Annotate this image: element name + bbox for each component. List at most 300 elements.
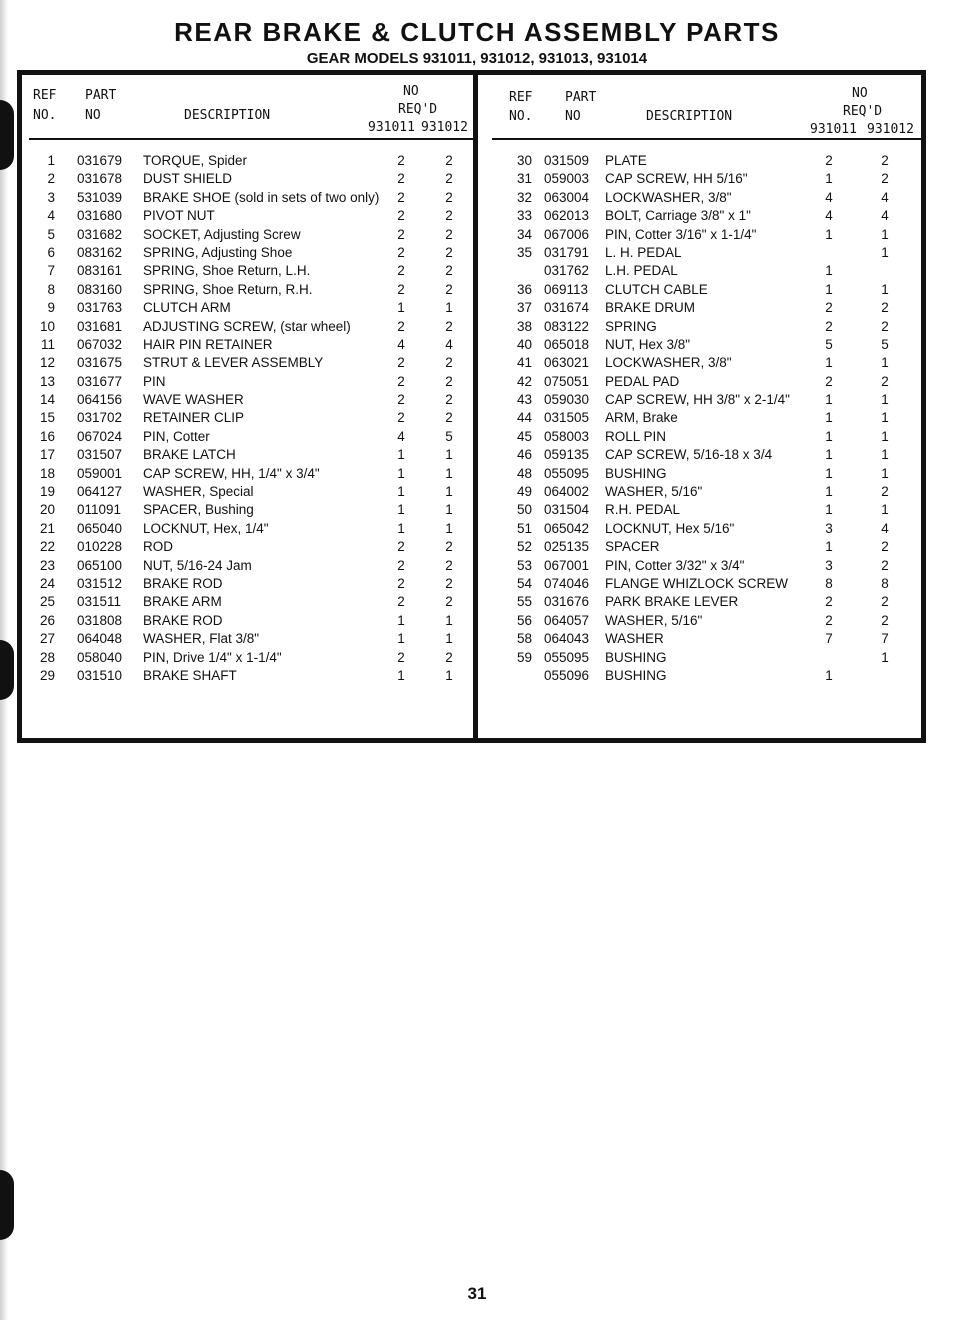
description: SPACER, Bushing: [143, 502, 254, 518]
qty-931012: 2: [445, 208, 453, 224]
ref-no: 33: [516, 208, 532, 224]
ref-no: 16: [39, 428, 55, 444]
description: PIVOT NUT: [143, 208, 215, 224]
description: PIN, Drive 1/4" x 1-1/4": [143, 649, 282, 665]
qty-931012: 1: [445, 520, 453, 536]
description: WASHER, 5/16": [605, 612, 703, 628]
qty-931012: 2: [881, 539, 889, 555]
qty-931012: 2: [445, 539, 453, 555]
table-row: [29, 649, 477, 667]
part-no: 031808: [77, 612, 123, 628]
ref-no: 43: [516, 392, 532, 408]
table-row: [492, 501, 921, 519]
ref-no: 36: [516, 281, 532, 297]
table-row: [29, 630, 477, 648]
table-row: [29, 281, 477, 299]
description: PARK BRAKE LEVER: [605, 594, 739, 610]
qty-931012: 2: [445, 244, 453, 260]
part-no: 058003: [544, 428, 590, 444]
part-no: 067001: [544, 557, 590, 573]
part-no: 067024: [77, 428, 123, 444]
qty-931011: 2: [397, 410, 405, 426]
description: NUT, Hex 3/8": [605, 336, 691, 352]
ref-no: 40: [516, 336, 532, 352]
part-no: 031762: [544, 263, 590, 279]
part-no: 531039: [77, 189, 123, 205]
qty-931011: 2: [825, 153, 833, 168]
ref-no: 29: [39, 667, 55, 683]
qty-931012: 2: [881, 318, 889, 334]
part-no: 063004: [544, 189, 590, 205]
qty-931011: 1: [825, 667, 833, 683]
table-row: [492, 354, 921, 372]
qty-931012: 1: [445, 667, 453, 683]
table-row: [29, 409, 477, 427]
qty-931011: 2: [397, 649, 405, 665]
qty-931012: 5: [445, 428, 453, 444]
qty-931011: 2: [825, 373, 833, 389]
qty-931012: 1: [445, 631, 453, 647]
table-row: [29, 318, 477, 336]
table-row: [492, 593, 921, 611]
qty-931011: 1: [825, 447, 833, 463]
part-no: 031512: [77, 575, 123, 591]
ref-no: 51: [516, 520, 532, 536]
binding-hole: [0, 100, 14, 170]
binding-hole: [0, 1170, 14, 1240]
header-model-b: 931012: [867, 122, 914, 137]
header-part: PART: [85, 88, 117, 103]
qty-931011: 3: [825, 520, 833, 536]
qty-931011: 2: [397, 208, 405, 224]
qty-931011: 1: [825, 226, 833, 242]
qty-931011: 1: [825, 539, 833, 555]
ref-no: 21: [39, 520, 55, 536]
description: PIN, Cotter 3/16" x 1-1/4": [605, 226, 757, 242]
table-row: [492, 538, 921, 556]
description: PLATE: [605, 153, 647, 168]
qty-931011: 4: [825, 208, 833, 224]
ref-no: 24: [39, 575, 55, 591]
qty-931012: 2: [881, 171, 889, 187]
header-part-no: NO: [565, 109, 581, 124]
part-no: 064002: [544, 484, 590, 500]
qty-931012: 2: [881, 153, 889, 168]
binding-hole: [0, 640, 14, 700]
qty-931012: 1: [881, 447, 889, 463]
ref-no: 56: [516, 612, 532, 628]
part-no: 031504: [544, 502, 590, 518]
qty-931011: 2: [397, 392, 405, 408]
qty-931012: 1: [881, 244, 889, 260]
table-row: [29, 483, 477, 501]
header-reqd: REQ'D: [398, 102, 438, 117]
parts-panel-left: [29, 80, 477, 740]
part-no: 065018: [544, 336, 590, 352]
ref-no: 45: [516, 428, 532, 444]
qty-931011: 1: [397, 300, 405, 316]
description: SPRING: [605, 318, 657, 334]
table-row: [29, 373, 477, 391]
qty-931011: 2: [825, 612, 833, 628]
header-no: NO: [852, 86, 868, 101]
table-row: [29, 226, 477, 244]
description: WASHER, Flat 3/8": [143, 631, 260, 647]
qty-931012: 2: [445, 189, 453, 205]
qty-931012: 4: [881, 189, 889, 205]
part-no: 025135: [544, 539, 590, 555]
part-no: 083160: [77, 281, 123, 297]
qty-931011: 1: [825, 465, 833, 481]
description: LOCKWASHER, 3/8": [605, 355, 732, 371]
qty-931012: 2: [445, 594, 453, 610]
ref-no: 2: [47, 171, 55, 187]
ref-no: 54: [516, 575, 532, 591]
header-ref-no: NO.: [33, 108, 57, 123]
description: SPRING, Shoe Return, L.H.: [143, 263, 311, 279]
part-no: 058040: [77, 649, 123, 665]
qty-931011: 1: [397, 502, 405, 518]
part-no: 031509: [544, 153, 590, 168]
table-row: [29, 391, 477, 409]
qty-931012: 1: [445, 612, 453, 628]
qty-931012: 2: [881, 594, 889, 610]
part-no: 031677: [77, 373, 123, 389]
qty-931012: 1: [445, 300, 453, 316]
ref-no: 28: [39, 649, 55, 665]
table-row: [29, 667, 477, 685]
part-no: 031702: [77, 410, 123, 426]
description: SPACER: [605, 539, 660, 555]
part-no: 031507: [77, 447, 123, 463]
table-row: [29, 299, 477, 317]
ref-no: 34: [516, 226, 532, 242]
table-row: [492, 612, 921, 630]
table-row: [492, 465, 921, 483]
header-part: PART: [565, 90, 597, 105]
header-ref: REF: [33, 88, 57, 103]
qty-931011: 2: [397, 263, 405, 279]
qty-931012: 2: [445, 575, 453, 591]
ref-no: 35: [516, 244, 532, 260]
description: WASHER, 5/16": [605, 484, 703, 500]
description: RETAINER CLIP: [143, 410, 245, 426]
qty-931012: 2: [445, 410, 453, 426]
part-no: 064043: [544, 631, 590, 647]
qty-931012: 2: [445, 171, 453, 187]
part-no: 074046: [544, 575, 590, 591]
table-row: [29, 538, 477, 556]
ref-no: 1: [47, 153, 55, 168]
part-no: 031511: [77, 594, 122, 610]
part-no: 062013: [544, 208, 590, 224]
qty-931012: 1: [445, 465, 453, 481]
description: WAVE WASHER: [143, 392, 244, 408]
qty-931011: 2: [397, 226, 405, 242]
table-row: [492, 226, 921, 244]
description: BRAKE LATCH: [143, 447, 236, 463]
part-no: 069113: [544, 281, 589, 297]
table-row: [492, 557, 921, 575]
header-model-a: 931011: [368, 120, 415, 135]
description: SPRING, Shoe Return, R.H.: [143, 281, 313, 297]
description: BRAKE ROD: [143, 575, 223, 591]
qty-931011: 1: [397, 465, 405, 481]
description: LOCKWASHER, 3/8": [605, 189, 732, 205]
rows-right: [492, 152, 921, 685]
qty-931012: 2: [881, 557, 889, 573]
ref-no: 18: [39, 465, 55, 481]
description: LOCKNUT, Hex 5/16": [605, 520, 735, 536]
description: CLUTCH CABLE: [605, 281, 708, 297]
ref-no: 23: [39, 557, 55, 573]
description: NUT, 5/16-24 Jam: [143, 557, 252, 573]
ref-no: 26: [39, 612, 55, 628]
ref-no: 31: [516, 171, 532, 187]
qty-931012: 2: [445, 226, 453, 242]
description: STRUT & LEVER ASSEMBLY: [143, 355, 324, 371]
table-row: [492, 391, 921, 409]
description: BRAKE SHAFT: [143, 667, 237, 683]
part-no: 031510: [77, 667, 123, 683]
description: CAP SCREW, HH, 1/4" x 3/4": [143, 465, 320, 481]
description: BRAKE ROD: [143, 612, 223, 628]
part-no: 067006: [544, 226, 590, 242]
table-row: [29, 354, 477, 372]
part-no: 083161: [77, 263, 123, 279]
part-no: 055096: [544, 667, 590, 683]
table-row: [492, 170, 921, 188]
qty-931012: 2: [445, 373, 453, 389]
table-row: [492, 281, 921, 299]
qty-931011: 1: [825, 281, 833, 297]
ref-no: 7: [47, 263, 55, 279]
table-row: [29, 612, 477, 630]
qty-931011: 1: [825, 171, 833, 187]
description: BRAKE SHOE (sold in sets of two only): [143, 189, 380, 205]
table-row: [492, 244, 921, 262]
qty-931012: 1: [881, 392, 889, 408]
description: PIN: [143, 373, 166, 389]
description: R.H. PEDAL: [605, 502, 681, 518]
qty-931012: 1: [881, 502, 889, 518]
qty-931012: 8: [881, 575, 889, 591]
part-no: 064048: [77, 631, 123, 647]
part-no: 031682: [77, 226, 123, 242]
ref-no: 4: [47, 208, 55, 224]
description: PIN, Cotter: [143, 428, 210, 444]
ref-no: 37: [516, 300, 532, 316]
table-row: [29, 501, 477, 519]
ref-no: 3: [47, 189, 55, 205]
table-row: [29, 207, 477, 225]
header-description: DESCRIPTION: [184, 108, 271, 123]
qty-931012: 2: [445, 263, 453, 279]
part-no: 031674: [544, 300, 590, 316]
qty-931012: 4: [881, 520, 889, 536]
header-reqd: REQ'D: [843, 104, 883, 119]
table-row: [29, 557, 477, 575]
part-no: 059030: [544, 392, 590, 408]
ref-no: 59: [516, 649, 532, 665]
table-row: [29, 575, 477, 593]
ref-no: 48: [516, 465, 532, 481]
ref-no: 9: [47, 300, 55, 316]
qty-931012: 1: [445, 447, 453, 463]
part-no: 065040: [77, 520, 123, 536]
ref-no: 19: [39, 484, 55, 500]
qty-931012: 2: [445, 281, 453, 297]
table-row: [492, 409, 921, 427]
table-row: [29, 170, 477, 188]
qty-931011: 1: [825, 484, 833, 500]
qty-931012: 7: [881, 631, 889, 647]
header-model-a: 931011: [810, 122, 857, 137]
page-subtitle: GEAR MODELS 931011, 931012, 931013, 931014: [306, 50, 648, 67]
ref-no: 38: [516, 318, 532, 334]
qty-931011: 2: [397, 244, 405, 260]
ref-no: 50: [516, 502, 532, 518]
description: BRAKE DRUM: [605, 300, 696, 316]
table-row: [29, 428, 477, 446]
table-row: [492, 262, 921, 280]
description: L.H. PEDAL: [605, 263, 678, 279]
ref-no: 8: [47, 281, 55, 297]
table-row: [492, 318, 921, 336]
header-description: DESCRIPTION: [646, 109, 733, 124]
description: BUSHING: [605, 667, 667, 683]
table-row: [492, 649, 921, 667]
ref-no: 49: [516, 484, 532, 500]
page-number: 31: [467, 1284, 487, 1303]
ref-no: 44: [516, 410, 532, 426]
description: WASHER: [605, 631, 664, 647]
table-row: [29, 262, 477, 280]
ref-no: 27: [39, 631, 55, 647]
qty-931011: 1: [397, 484, 405, 500]
ref-no: 5: [47, 226, 55, 242]
table-row: [492, 667, 921, 685]
table-row: [492, 483, 921, 501]
parts-table: [17, 70, 926, 743]
qty-931011: 2: [397, 594, 405, 610]
qty-931011: 1: [825, 410, 833, 426]
qty-931012: 4: [881, 208, 889, 224]
header-rule: [29, 138, 477, 140]
part-no: 083162: [77, 244, 123, 260]
description: TORQUE, Spider: [143, 153, 248, 168]
table-row: [492, 446, 921, 464]
description: BUSHING: [605, 465, 667, 481]
part-no: 063021: [544, 355, 590, 371]
table-row: [492, 428, 921, 446]
table-row: [29, 520, 477, 538]
part-no: 031681: [77, 318, 123, 334]
description: L. H. PEDAL: [605, 244, 682, 260]
part-no: 031791: [544, 244, 590, 260]
part-no: 031678: [77, 171, 123, 187]
header-ref: REF: [509, 90, 533, 105]
qty-931011: 1: [397, 631, 405, 647]
qty-931012: 1: [881, 355, 889, 371]
header-rule: [492, 138, 921, 140]
qty-931012: 1: [445, 484, 453, 500]
qty-931011: 2: [397, 557, 405, 573]
table-row: [29, 446, 477, 464]
qty-931011: 2: [825, 300, 833, 316]
qty-931011: 2: [397, 355, 405, 371]
description: SOCKET, Adjusting Screw: [143, 226, 301, 242]
qty-931011: 2: [397, 318, 405, 334]
ref-no: 41: [516, 355, 532, 371]
part-no: 064127: [77, 484, 123, 500]
part-no: 067032: [77, 336, 123, 352]
ref-no: 53: [516, 557, 532, 573]
ref-no: 55: [516, 594, 532, 610]
qty-931011: 8: [825, 575, 833, 591]
table-row: [492, 630, 921, 648]
table-row: [492, 189, 921, 207]
part-no: 065042: [544, 520, 590, 536]
description: CLUTCH ARM: [143, 300, 231, 316]
part-no: 059135: [544, 447, 590, 463]
part-no: 064057: [544, 612, 590, 628]
ref-no: 42: [516, 373, 532, 389]
qty-931012: 2: [881, 300, 889, 316]
ref-no: 17: [39, 447, 55, 463]
qty-931011: 2: [397, 539, 405, 555]
ref-no: 10: [39, 318, 55, 334]
part-no: 065100: [77, 557, 123, 573]
qty-931011: 1: [397, 667, 405, 683]
header-ref-no: NO.: [509, 109, 533, 124]
description: PIN, Cotter 3/32" x 3/4": [605, 557, 745, 573]
qty-931011: 1: [825, 502, 833, 518]
ref-no: 30: [516, 153, 532, 168]
table-row: [492, 520, 921, 538]
qty-931012: 2: [445, 153, 453, 168]
qty-931011: 2: [825, 594, 833, 610]
part-no: 059003: [544, 171, 590, 187]
ref-no: 25: [39, 594, 55, 610]
part-no: 059001: [77, 465, 123, 481]
ref-no: 11: [40, 336, 55, 352]
qty-931011: 2: [397, 171, 405, 187]
header-no: NO: [403, 84, 419, 99]
qty-931011: 3: [825, 557, 833, 573]
part-no: 031675: [77, 355, 123, 371]
description: BOLT, Carriage 3/8" x 1": [605, 208, 751, 224]
qty-931011: 2: [397, 189, 405, 205]
qty-931012: 1: [881, 428, 889, 444]
qty-931011: 1: [825, 263, 833, 279]
ref-no: 20: [39, 502, 55, 518]
part-no: 055095: [544, 649, 590, 665]
part-no: 011091: [77, 502, 122, 518]
table-row: [492, 575, 921, 593]
qty-931012: 2: [445, 649, 453, 665]
qty-931012: 2: [445, 318, 453, 334]
ref-no: 6: [47, 244, 55, 260]
part-no: 083122: [544, 318, 590, 334]
description: CAP SCREW, HH 5/16": [605, 171, 748, 187]
qty-931012: 5: [881, 336, 889, 352]
qty-931012: 2: [445, 355, 453, 371]
qty-931012: 4: [445, 336, 453, 352]
qty-931012: 1: [881, 281, 889, 297]
description: DUST SHIELD: [143, 171, 233, 187]
qty-931012: 2: [445, 392, 453, 408]
